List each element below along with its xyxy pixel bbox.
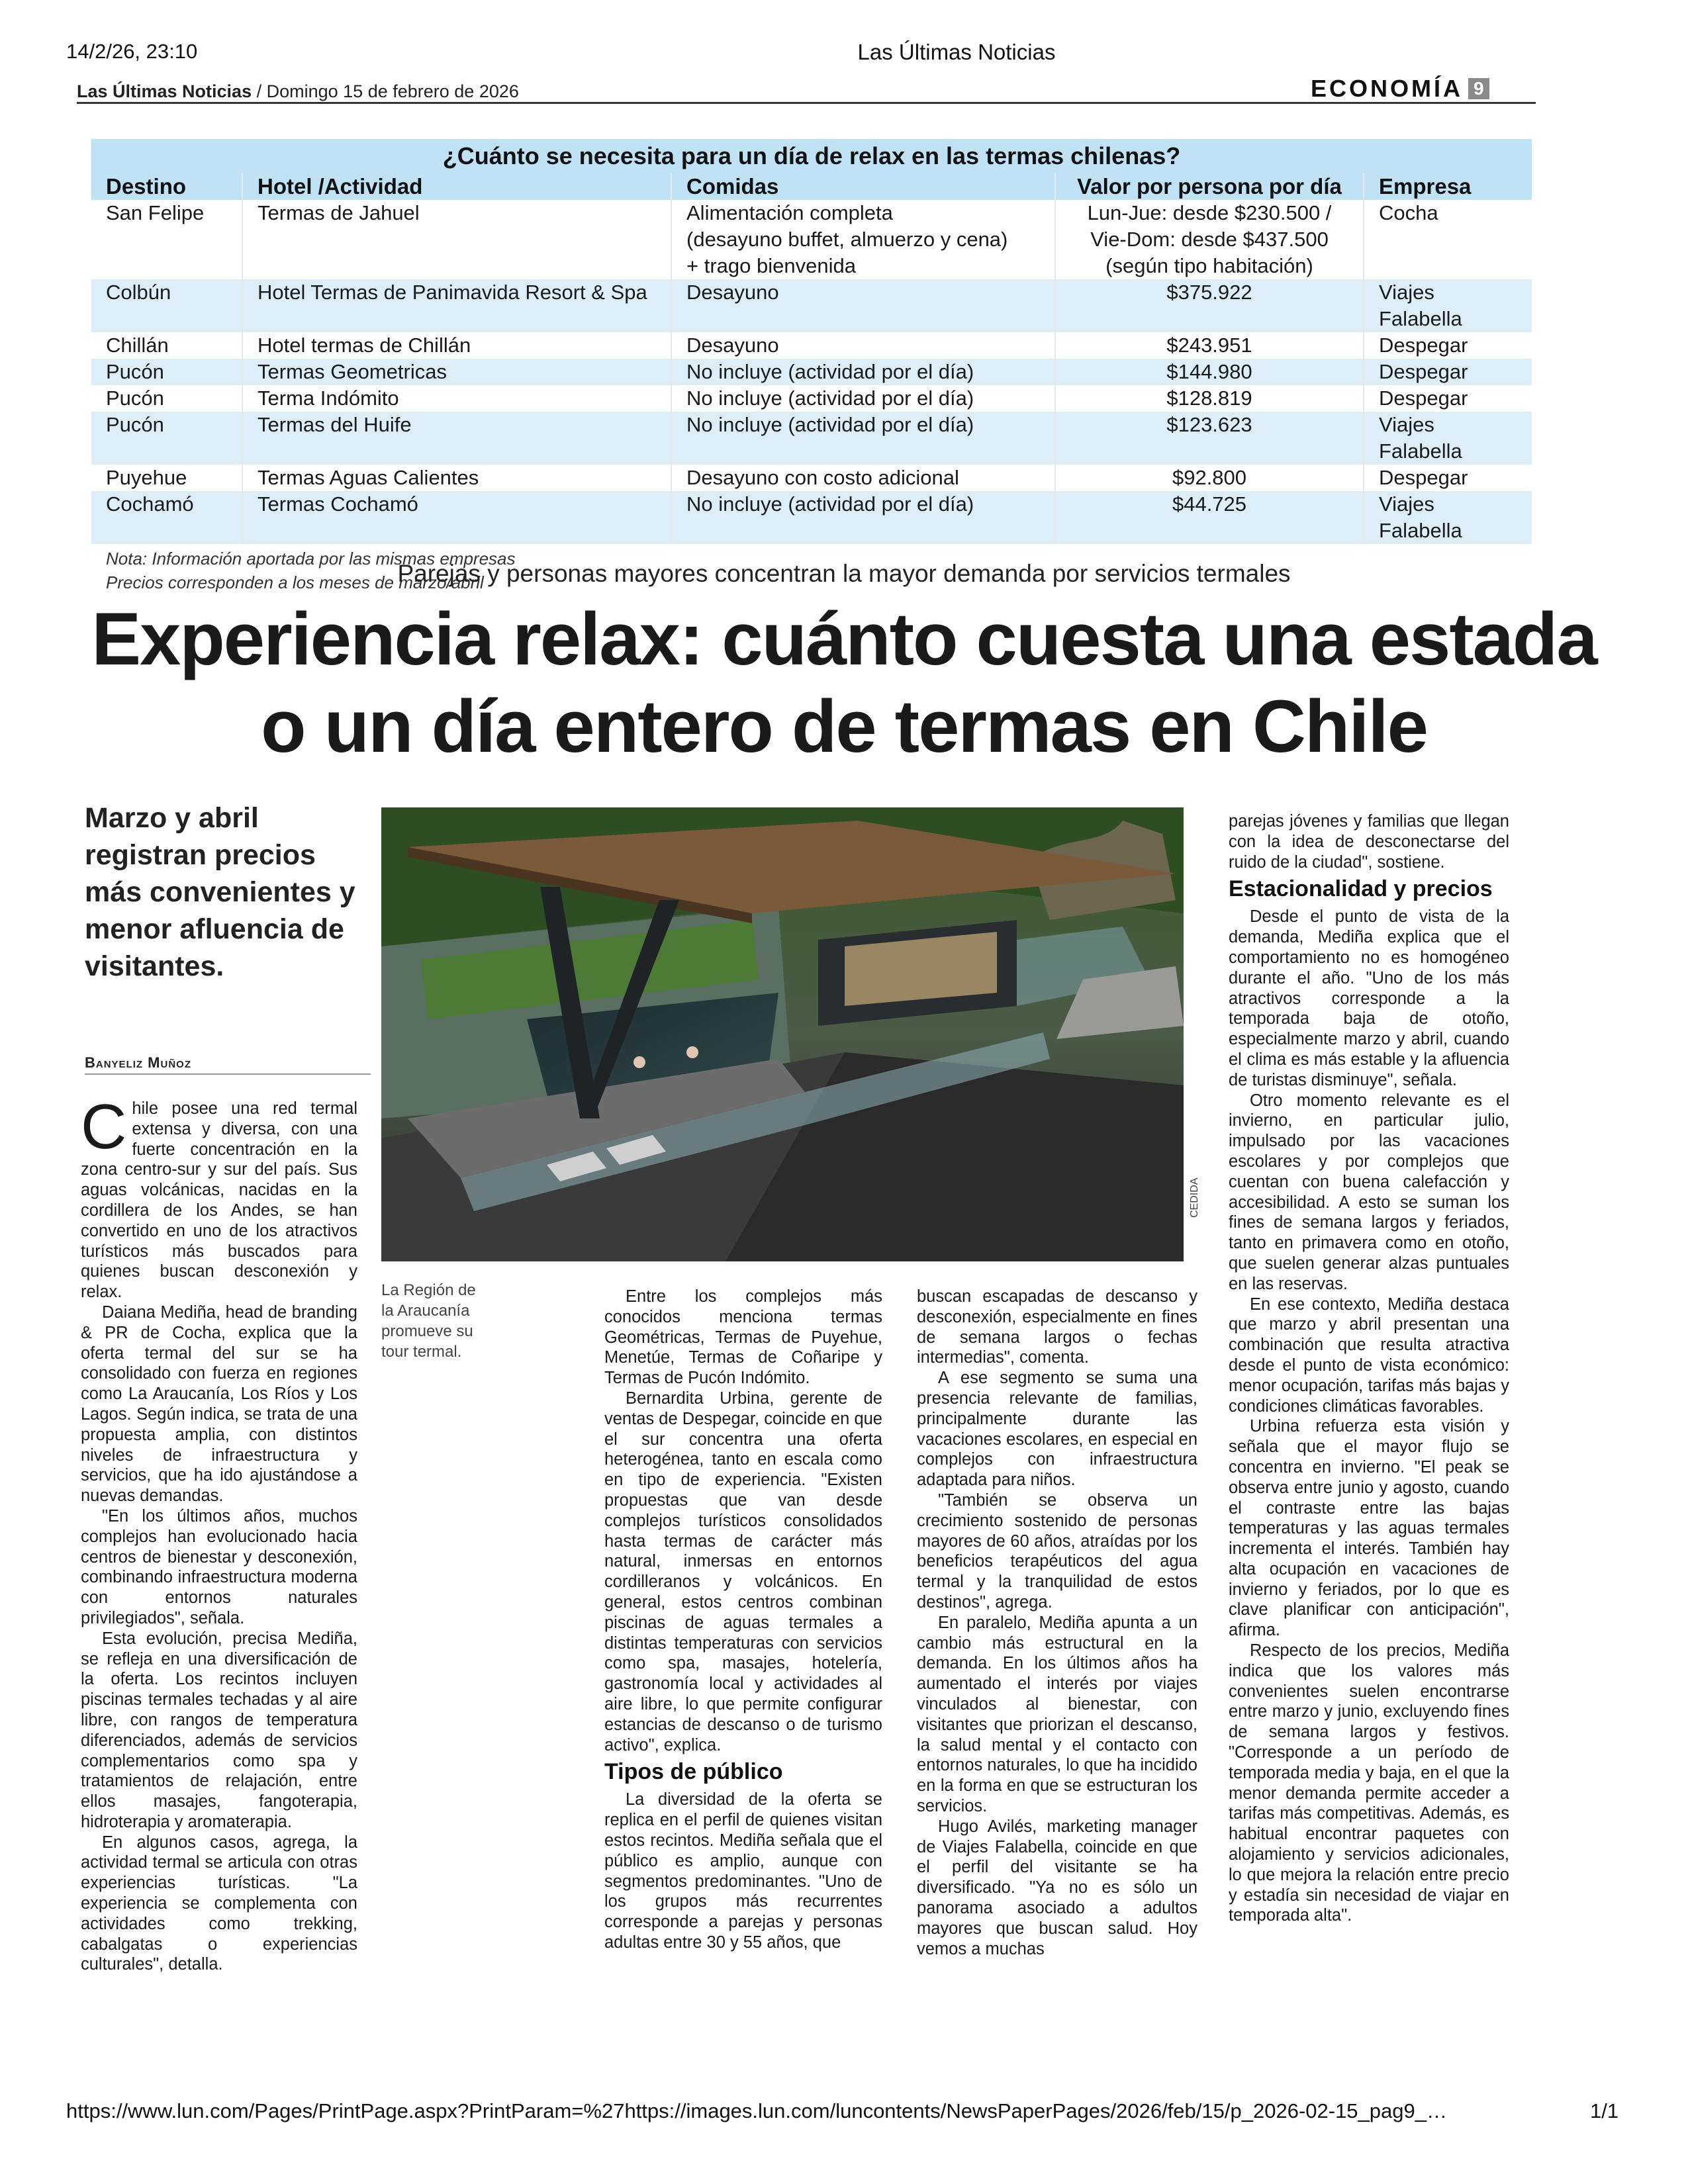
- cell-valor: $123.623: [1055, 412, 1364, 465]
- byline-rule: [85, 1073, 371, 1075]
- paragraph: "También se observa un crecimiento sostenido de personas mayores de 60 años, atraídas por los beneficios terapéuticos del agua termal y la tranquilidad de estos destinos", agrega.: [917, 1490, 1197, 1612]
- print-datetime: 14/2/26, 23:10: [66, 40, 198, 63]
- cell-destino: San Felipe: [106, 201, 205, 224]
- cell-destino: Puyehue: [106, 466, 187, 489]
- paragraph: Hugo Avilés, marketing manager de Viajes Falabella, coincide en que el perfil del visitante se ha diversificado. "Ya no es sólo un panorama asociado a adultos mayores que buscan salud. Hoy vemos a muchas: [917, 1817, 1197, 1958]
- cell-empresa: Viajes Falabella: [1364, 491, 1532, 544]
- cell-valor: $144.980: [1055, 359, 1364, 385]
- paragraph: Entre los complejos más conocidos menciona termas Geométricas, Termas de Puyehue, Menetúe, Termas de Coñaripe y Termas de Pucón Indómito.: [604, 1287, 882, 1388]
- paragraph: Desde el punto de vista de la demanda, Mediña explica que el comportamiento no es homogéneo durante el año. "Uno de los más atractivos corresponde a la temporada baja de otoño, especialmente marzo y abril, cuando el clima es más estable y la afluencia de turistas disminuye", señala.: [1229, 907, 1509, 1089]
- cell-hotel: Termas de Jahuel: [242, 200, 671, 279]
- headline-line: o un día entero de termas en Chile: [261, 685, 1427, 768]
- table-row: [91, 412, 1532, 465]
- table-row: [91, 491, 1532, 544]
- cell-valor: $243.951: [1055, 332, 1364, 359]
- paragraph: Respecto de los precios, Mediña indica que los valores más convenientes suelen encontrarse entre marzo y junio, excluyendo fines de semana largos y festivos. "Corresponde a un período de temporada media y baja, en el que la menor demanda permite acceder a tarifas más competitivas. Además, es habitual encontrar paquetes con alojamiento y servicios adicionales, lo que mejora la relación entre precio y estadía sin necesidad de viajar en temporada alta".: [1229, 1641, 1509, 1925]
- cell-valor: [1055, 200, 1364, 279]
- issue-date: / Domingo 15 de febrero de 2026: [256, 81, 519, 101]
- newspaper-name: Las Últimas Noticias: [77, 81, 252, 101]
- cell-hotel: Termas Cochamó: [242, 491, 671, 544]
- cell-comidas: [671, 200, 1055, 279]
- cell-line: Vie-Dom: desde $437.500: [1090, 228, 1329, 251]
- cell-empresa: Cocha: [1364, 200, 1532, 279]
- cell-destino: Colbún: [91, 279, 242, 332]
- paragraph: "En los últimos años, muchos complejos han evolucionado hacia centros de bienestar y desconexión, combinando infraestructura moderna con entornos naturales privilegiados", señala.: [81, 1506, 357, 1627]
- article-photo: [381, 807, 1184, 1261]
- cell-line: Alimentación completa: [686, 201, 893, 224]
- cell-comidas: No incluye (actividad por el día): [671, 491, 1055, 544]
- cell-empresa: Despegar: [1364, 359, 1532, 385]
- subheading: Estacionalidad y precios: [1229, 876, 1493, 902]
- paragraph: parejas jóvenes y familias que llegan con la idea de desconectarse del ruido de la ciudad", sostiene.: [1229, 812, 1509, 872]
- header-hotel: Hotel /Actividad: [242, 173, 671, 200]
- cell-empresa: Viajes Falabella: [1364, 412, 1532, 465]
- photo-caption: La Región de la Araucanía promueve su tour termal.: [381, 1281, 476, 1361]
- cell-destino: Pucón: [91, 412, 242, 465]
- drop-cap: C: [81, 1091, 127, 1162]
- cell-empresa: Despegar: [1364, 332, 1532, 359]
- table-row: [91, 200, 1532, 279]
- article-deck: Marzo y abril registran precios más convenientes y menor afluencia de visitantes.: [85, 802, 355, 982]
- section-name: ECONOMÍA: [1311, 75, 1463, 102]
- cell-comidas: No incluye (actividad por el día): [671, 359, 1055, 385]
- masthead-rule: [77, 102, 1536, 104]
- article-column-4: [1229, 811, 1509, 1926]
- thermal-spa-illustration: [381, 807, 1184, 1261]
- paragraph: En paralelo, Mediña apunta a un cambio más estructural en la demanda. En los últimos años ha aumentado el interés por viajes vinculados al bienestar, con visitantes que priorizan el descanso, la salud mental y el contacto con entornos naturales, lo que ha incidido en la forma en que se estructuran los servicios.: [917, 1613, 1197, 1815]
- print-page-count: 1/1: [1590, 2099, 1619, 2122]
- table-note-line: Nota: Información aportada por las mismas empresas: [106, 549, 516, 569]
- cell-hotel: Termas Geometricas: [242, 359, 671, 385]
- article-column-1: [81, 1091, 357, 1975]
- cell-line: Lun-Jue: desde $230.500 /: [1087, 201, 1332, 224]
- price-table-title: ¿Cuánto se necesita para un día de relax en las termas chilenas?: [91, 139, 1532, 173]
- page-number: 9: [1468, 78, 1489, 99]
- cell-hotel: Termas del Huife: [242, 412, 671, 465]
- table-row: [91, 279, 1532, 332]
- cell-hotel: Hotel Termas de Panimavida Resort & Spa: [242, 279, 671, 332]
- cell-comidas: Desayuno con costo adicional: [671, 465, 1055, 491]
- masthead-left: [77, 81, 519, 102]
- cell-destino: Cochamó: [91, 491, 242, 544]
- cell-destino: Pucón: [91, 359, 242, 385]
- subheading: Tipos de público: [604, 1759, 783, 1785]
- paragraph: Esta evolución, precisa Mediña, se refleja en una diversificación de la oferta. Los recintos incluyen piscinas termales techadas y al aire libre, con rangos de temperatura diferenciados, además de servicios complementarios como spa y tratamientos de relajación, entre ellos masajes, fangoterapia, hidroterapia y aromaterapia.: [81, 1629, 357, 1831]
- cell-empresa: Despegar: [1364, 465, 1532, 491]
- cell-destino: Chillán: [106, 334, 169, 357]
- cell-line: (según tipo habitación): [1105, 254, 1313, 277]
- paragraph: Bernardita Urbina, gerente de ventas de Despegar, coincide en que el sur concentra una oferta heterogénea, tanto en escala como en tipo de experiencia. "Existen propuestas que van desde complejos turísticos consolidados hasta termas de carácter más natural, inmersas en entornos cordilleranos y volcánicos. En general, estos centros combinan piscinas de aguas termales a distintas temperaturas con servicios como spa, masajes, hotelería, gastronomía local y actividades al aire libre, lo que permite configurar estancias de descanso o de turismo activo", explica.: [604, 1388, 882, 1754]
- paragraph: En ese contexto, Mediña destaca que marzo y abril presentan una combinación que resulta atractiva desde el punto de vista económico: menor ocupación, tarifas más bajas y condiciones climáticas favorables.: [1229, 1295, 1509, 1416]
- paragraph: [81, 1091, 357, 1302]
- print-site-title: Las Últimas Noticias: [857, 40, 1056, 64]
- article-kicker: Parejas y personas mayores concentran la mayor demanda por servicios termales: [397, 560, 1291, 587]
- cell-comidas: Desayuno: [671, 279, 1055, 332]
- cell-valor: $128.819: [1055, 385, 1364, 412]
- byline: Banyeliz Muñoz: [85, 1054, 191, 1071]
- table-header-row: [91, 173, 1532, 200]
- table-row: [91, 359, 1532, 385]
- cell-hotel: Termas Aguas Calientes: [242, 465, 671, 491]
- header-empresa: Empresa: [1364, 173, 1532, 200]
- paragraph: En algunos casos, agrega, la actividad termal se articula con otras experiencias turísticas. "La experiencia se complementa con actividades como trekking, cabalgatas o experiencias culturales", detalla.: [81, 1833, 357, 1974]
- paragraph: Otro momento relevante es el invierno, en particular julio, impulsado por las vacaciones escolares y por complejos que cuentan con buena calefacción y accesibilidad. A esto se suman los fines de semana largos y feriados, tanto en primavera como en otoño, que suelen generar alzas puntuales en las reservas.: [1229, 1091, 1509, 1293]
- header-destino: Destino: [91, 173, 242, 200]
- cell-empresa: Viajes Falabella: [1364, 279, 1532, 332]
- cell-valor: $92.800: [1055, 465, 1364, 491]
- cell-valor: $375.922: [1055, 279, 1364, 332]
- cell-hotel: Hotel termas de Chillán: [242, 332, 671, 359]
- article-column-2: [604, 1287, 882, 1953]
- price-table: [91, 173, 1532, 544]
- cell-hotel: Terma Indómito: [242, 385, 671, 412]
- table-row: [91, 465, 1532, 491]
- cell-comidas: No incluye (actividad por el día): [671, 385, 1055, 412]
- article-column-3: [917, 1287, 1197, 1959]
- cell-valor: $44.725: [1055, 491, 1364, 544]
- table-row: [91, 332, 1532, 359]
- table-row: [91, 385, 1532, 412]
- cell-line: (desayuno buffet, almuerzo y cena): [686, 228, 1008, 251]
- paragraph: A ese segmento se suma una presencia relevante de familias, principalmente durante las vacaciones escolares, en especial en complejos con infraestructura adaptada para niños.: [917, 1369, 1197, 1490]
- cell-comidas: No incluye (actividad por el día): [671, 412, 1055, 465]
- cell-line: + trago bienvenida: [686, 254, 856, 277]
- photo-credit: CEDIDA: [1189, 1177, 1200, 1218]
- cell-destino: Pucón: [106, 387, 164, 410]
- price-table-box: [91, 139, 1532, 594]
- paragraph: La diversidad de la oferta se replica en el perfil de quienes visitan estos recintos. Mediña señala que el público es amplio, aunque con segmentos predominantes. "Uno de los grupos más recurrentes corresponde a parejas y personas adultas entre 30 y 55 años, que: [604, 1790, 882, 1952]
- table-note-line: Precios corresponden a los meses de marzo/abril: [106, 572, 484, 592]
- paragraph: buscan escapadas de descanso y desconexión, especialmente en fines de semana largos o fechas intermedias", comenta.: [917, 1287, 1197, 1367]
- print-url[interactable]: https://www.lun.com/Pages/PrintPage.aspx?PrintParam=%27https://images.lun.com/luncontents/NewsPaperPages/2026/feb/15/p_2026-02-15_pag9_…: [66, 2099, 1447, 2122]
- paragraph-text: hile posee una red termal extensa y diversa, con una fuerte concentración en la zona centro-sur y sur del país. Sus aguas volcánicas, nacidas en la cordillera de los Andes, se han convertido en uno de los atractivos turísticos más buscados para quienes buscan desconexión y relax.: [81, 1099, 357, 1302]
- header-comidas: Comidas: [671, 173, 1055, 200]
- headline-line: Experiencia relax: cuánto cuesta una estada: [91, 598, 1597, 680]
- article-headline: [66, 596, 1622, 770]
- section-label: [1311, 75, 1489, 103]
- paragraph: Daiana Mediña, head de branding & PR de Cocha, explica que la oferta termal del sur se ha consolidado con fuerza en regiones como La Araucanía, Los Ríos y Los Lagos. Según indica, se trata de una propuesta amplia, con distintos niveles de infraestructura y servicios, que ha ido ajustándose a nuevas demandas.: [81, 1302, 357, 1506]
- paragraph: Urbina refuerza esta visión y señala que el mayor flujo se concentra en invierno. "El peak se observa entre junio y agosto, cuando el contraste entre las bajas temperaturas y las aguas termales incrementa el interés. También hay alta ocupación en vacaciones de invierno y feriados, por lo que es clave planificar con anticipación", afirma.: [1229, 1417, 1509, 1640]
- cell-empresa: Despegar: [1364, 385, 1532, 412]
- cell-comidas: Desayuno: [671, 332, 1055, 359]
- header-valor: Valor por persona por día: [1055, 173, 1364, 200]
